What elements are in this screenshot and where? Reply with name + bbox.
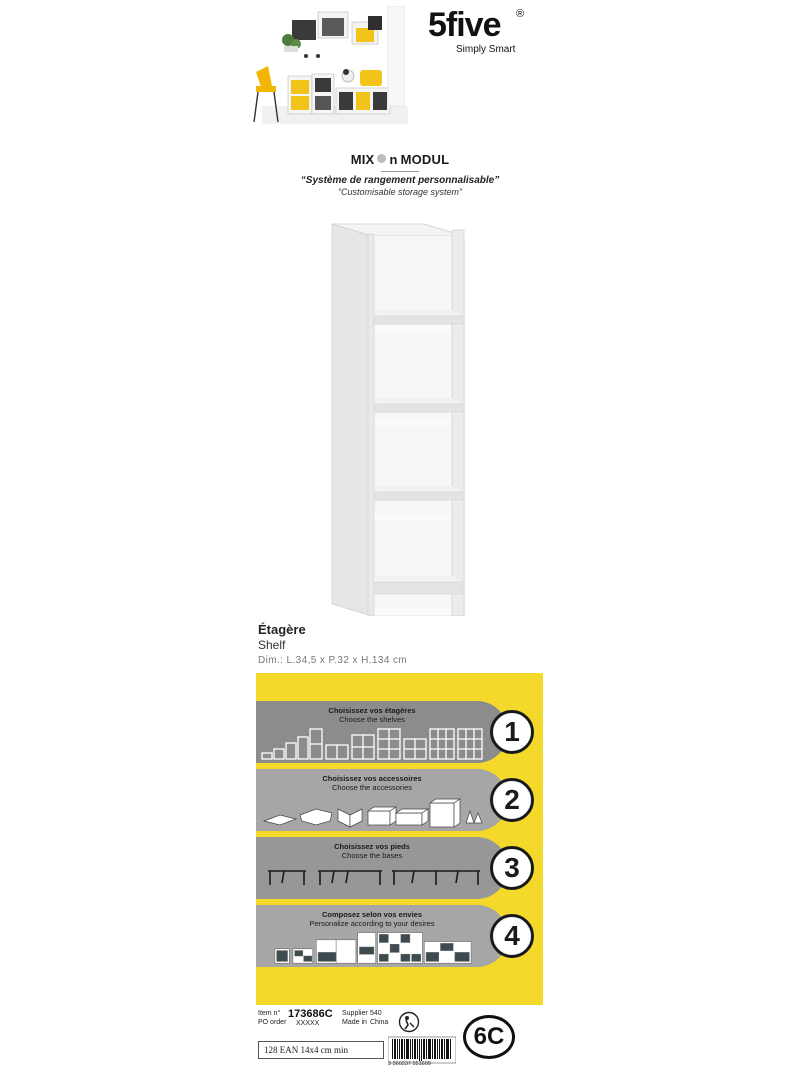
made-in-value: China [370,1019,389,1026]
item-label: Item n° [258,1010,281,1017]
supplier-value: 540 [370,1010,382,1017]
category-badge: 6C [463,1015,515,1059]
item-number: 173686C [288,1008,333,1020]
step-4-title-fr: Composez selon vos envies [321,910,423,919]
step-3-number: 3 [490,846,534,890]
compositions-icon [260,929,486,965]
hero-room-photo [248,6,408,128]
barcode-number: 3 560237 551609 [388,1061,431,1067]
steps-panel [256,673,543,1005]
product-dimensions: Dim.: L.34,5 x P.32 x H.134 cm [258,655,408,666]
product-info [258,622,558,666]
step-4-number: 4 [490,914,534,958]
collection-name-part2: n [389,152,398,167]
step-2 [256,769,543,831]
step-3 [256,837,543,899]
step-4-title-en: Personalize according to your desires [309,919,435,928]
step-2-title-en: Choose the accessories [331,783,413,792]
step-2-title-fr: Choisissez vos accessoires [322,774,422,783]
step-1 [256,701,543,763]
supplier-label: Supplier [342,1010,368,1017]
shelves-icon [260,725,486,761]
collection-dot-icon [377,154,386,163]
step-1-title-fr: Choisissez vos étagères [328,706,416,715]
registered-mark: ® [516,8,525,20]
product-shelf-image [328,220,468,616]
recycling-icon [398,1011,420,1033]
step-1-number: 1 [490,710,534,754]
bases-icon [260,861,486,897]
step-3-title-en: Choose the bases [341,851,403,860]
ean-box: 128 EAN 14x4 cm min [258,1041,384,1059]
po-value: XXXXX [296,1020,320,1027]
step-1-title-en: Choose the shelves [339,715,405,724]
collection-tagline-fr: “Système de rangement personnalisable” [300,175,500,186]
divider [381,171,419,172]
collection-name [250,152,550,167]
collection-tagline-en: “Customisable storage system” [337,187,463,197]
product-name-fr: Étagère [258,622,306,637]
step-3-title-fr: Choisissez vos pieds [334,842,410,851]
step-4 [256,905,543,967]
brand-logo [428,8,538,58]
step-2-number: 2 [490,778,534,822]
collection-heading [250,152,550,197]
collection-name-part1: MIX [350,152,375,167]
brand-name: 5five [428,6,501,44]
brand-tagline: Simply Smart [456,44,516,55]
po-label: PO order [258,1019,287,1026]
accessories-icon [260,793,486,829]
collection-name-part3: MODUL [400,152,450,167]
made-in-label: Made in [342,1019,367,1026]
product-name-en: Shelf [258,638,286,652]
packaging-info [256,1005,543,1067]
